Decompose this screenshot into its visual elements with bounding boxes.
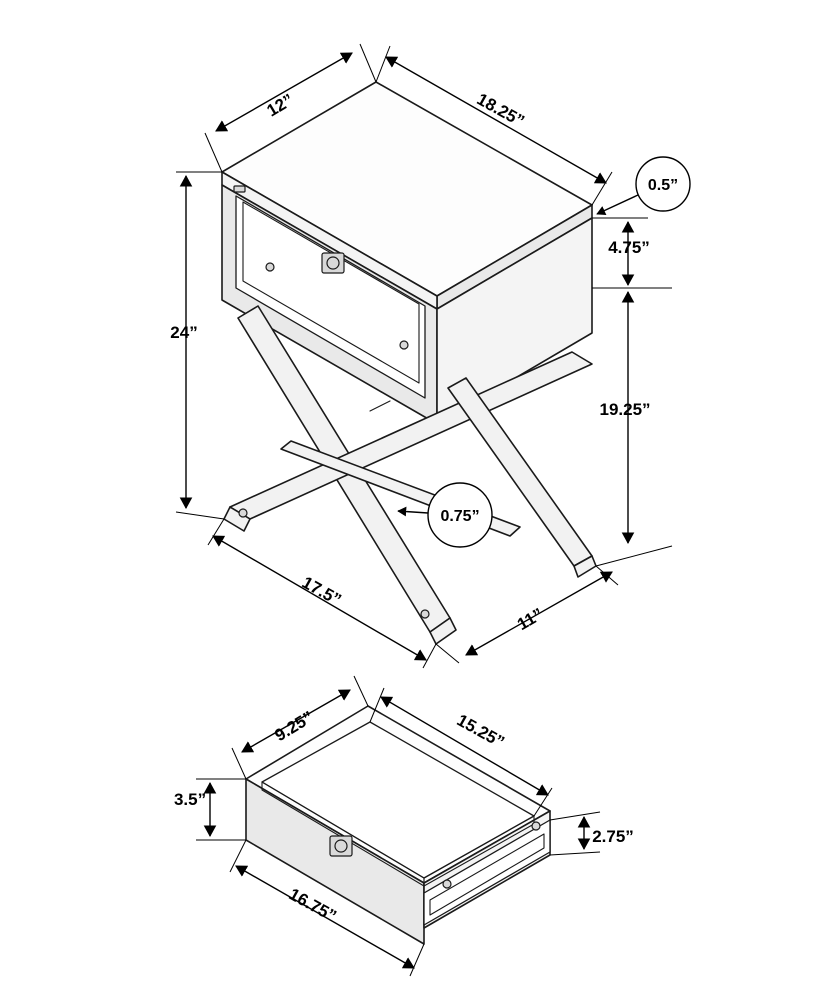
callout-label-top-thickness: 0.5” bbox=[647, 177, 679, 194]
dim-label-leg-spread-front: 11” bbox=[514, 604, 547, 635]
dim-leg-height bbox=[592, 288, 672, 566]
dim-label-drawer-depth: 9.25” bbox=[271, 707, 317, 746]
dim-overall-height bbox=[176, 172, 224, 519]
dim-label-top-width: 18.25” bbox=[473, 89, 528, 131]
dim-drawer-side-height bbox=[196, 779, 246, 840]
drawer-knob-box bbox=[330, 836, 352, 856]
dim-label-drawer-height: 4.75” bbox=[608, 238, 650, 257]
dim-label-drawer-front-height: 2.75” bbox=[592, 827, 634, 846]
dim-label-leg-spread-left: 17.5” bbox=[298, 572, 345, 610]
dim-label-overall-height: 24” bbox=[170, 323, 198, 342]
dim-label-drawer-inner-width: 15.25” bbox=[453, 710, 508, 752]
dim-label-top-depth: 12” bbox=[263, 90, 297, 121]
dim-label-drawer-side-height: 3.5” bbox=[173, 790, 207, 809]
callout-label-leg-thickness: 0.75” bbox=[440, 508, 480, 525]
assembled-table-view bbox=[176, 44, 690, 668]
dim-label-drawer-front-width: 16.75” bbox=[285, 884, 340, 926]
dim-label-leg-height: 19.25” bbox=[599, 400, 651, 419]
drawer-box-view bbox=[196, 676, 600, 976]
drawer-knob-table bbox=[322, 253, 344, 273]
